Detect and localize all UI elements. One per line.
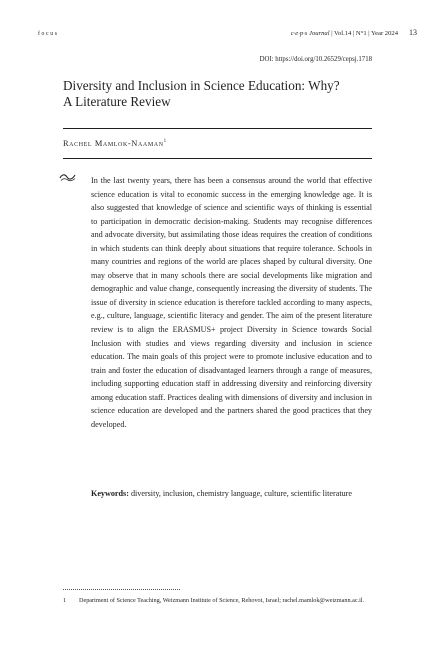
footnote-number: 1 [63, 597, 67, 604]
title-rule [63, 128, 372, 129]
volume-issue-year: | Vol.14 | N°1 | Year 2024 [331, 30, 398, 37]
keywords [91, 487, 372, 501]
keywords-label: Keywords: [91, 489, 129, 498]
footnote-text: Department of Science Teaching, Weizmann Institute of Science, Rehovot, Israel; rachel.mamlok@weizmann.ac.il. [79, 597, 365, 604]
journal-name: c·e·p·s Journal [290, 30, 330, 37]
abstract-text: In the last twenty years, there has been a consensus around the world that effective science education is vital to economic success in the emerging knowledge age. It is also suggested that knowledge of science and scientific ways of thinking is essential to participation in democratic decision-making. Students may recognise differences and advocate diversity, but assimilating those ideas requires the creation of conditions in which students can think deeply about situations that require tolerance. Schools in many countries and regions of the world are places shaped by cultural diversity. One may observe that in many schools there are social developments like migration and demographic and value change, consequently increasing the diversity of students. The issue of diversity in science education is therefore tackled according to many aspects, e.g., culture, language, scientific literacy and gender. The aim of the present literature review is to align the ERASMUS+ project Diversity in Science towards Social Inclusion with studies and views regarding diversity and inclusion in science education. The main goals of this project were to promote inclusive education and to train and foster the education of disadvantaged learners through a range of measures, including supporting education staff in addressing diversity and reinforcing diversity among education staff. Practices dealing with dimensions of diversity and inclusion in science education are developed and the partners shared the good practices that they developed. [91, 176, 372, 429]
section-label: focus [38, 31, 59, 37]
author-rule [63, 158, 372, 159]
article-title [63, 78, 383, 110]
title-line-1: Diversity and Inclusion in Science Education: Why? [63, 78, 340, 93]
author-name: Rachel Mamlok-Naaman [63, 139, 164, 148]
page-number: 13 [409, 28, 417, 37]
title-line-2: A Literature Review [63, 94, 171, 110]
author-footnote-marker[interactable]: 1 [163, 139, 167, 145]
footnote-divider [63, 589, 180, 590]
journal-info [291, 28, 398, 40]
author-line [63, 139, 167, 148]
wave-glyph-icon [59, 172, 77, 182]
doi-link[interactable]: DOI: https://doi.org/10.26529/cepsj.1718 [259, 56, 372, 63]
keywords-text: diversity, inclusion, chemistry language, culture, scientific literature [130, 489, 352, 498]
running-head [38, 28, 398, 40]
